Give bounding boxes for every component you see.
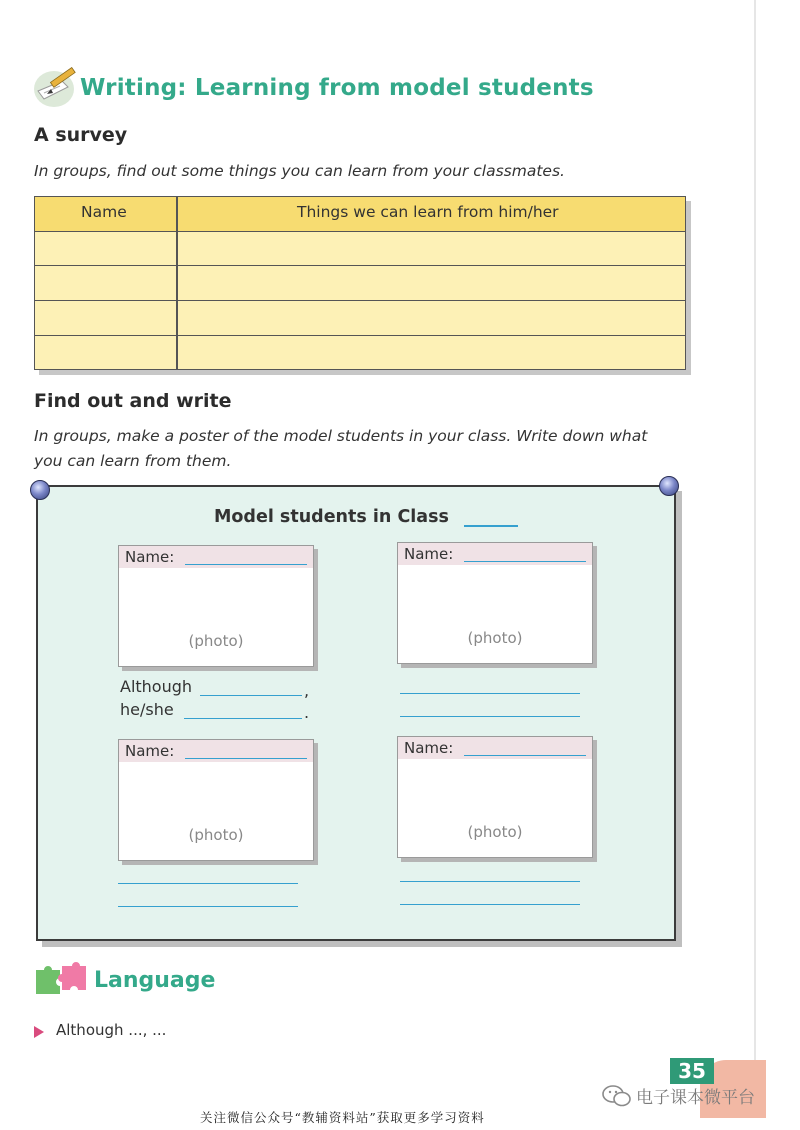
survey-row[interactable] [35,301,685,336]
comma-mark: , [304,681,310,700]
name-label: Name: [125,548,175,566]
watermark-text: 电子课本微平台 [636,1088,755,1108]
column-header-things: Things we can learn from him/her [297,203,559,221]
name-blank[interactable] [185,758,307,759]
page-number: 35 [670,1058,714,1084]
name-blank[interactable] [185,564,307,565]
although-blank[interactable] [200,695,302,696]
card-header [398,737,592,759]
survey-row[interactable] [35,266,685,301]
triangle-bullet-icon [34,1026,44,1038]
find-out-heading: Find out and write [34,390,232,412]
page-edge [754,0,756,1100]
student-card [397,736,593,858]
heshe-blank[interactable] [184,718,302,719]
puzzle-pieces-icon [32,960,88,1000]
model-students-poster [36,485,676,941]
class-number-blank[interactable] [464,525,518,527]
survey-row[interactable] [35,231,685,266]
name-label: Name: [404,739,454,757]
survey-table-header [35,197,685,232]
writing-line[interactable] [400,904,580,905]
pushpin-icon [30,480,50,500]
survey-instruction: In groups, find out some things you can learn from your classmates. [34,162,565,180]
writing-line[interactable] [400,716,580,717]
heshe-label: he/she [120,700,174,719]
column-divider [176,197,178,369]
writing-line[interactable] [400,881,580,882]
although-label: Although [120,677,193,696]
name-blank[interactable] [464,755,586,756]
photo-placeholder: (photo) [188,632,244,650]
pushpin-icon [659,476,679,496]
language-heading-row [32,958,215,1002]
survey-heading: A survey [34,124,128,146]
photo-placeholder: (photo) [467,823,523,841]
language-item: Although ..., ... [56,1021,167,1039]
survey-table [34,196,686,370]
language-heading: Language [94,967,216,993]
card-header [398,543,592,565]
photo-placeholder: (photo) [188,826,244,844]
writing-line[interactable] [118,906,298,907]
student-card [118,739,314,861]
card-header [119,546,313,568]
footer-note: 关注微信公众号“教辅资料站”获取更多学习资料 [200,1110,485,1125]
section-title: Writing: Learning from model students [80,75,594,101]
section-title-row [32,64,594,112]
writing-line[interactable] [118,883,298,884]
name-label: Name: [404,545,454,563]
poster-title: Model students in Class [214,507,449,527]
writing-line[interactable] [400,693,580,694]
student-card [118,545,314,667]
column-header-name: Name [81,203,127,221]
card-header [119,740,313,762]
wechat-icon [602,1085,632,1107]
name-blank[interactable] [464,561,586,562]
name-label: Name: [125,742,175,760]
photo-placeholder: (photo) [467,629,523,647]
find-out-instruction-line2: you can learn from them. [34,452,232,470]
find-out-instruction-line1: In groups, make a poster of the model students in your class. Write down what [34,427,648,445]
student-card [397,542,593,664]
period-mark: . [304,703,310,722]
pen-and-paper-icon [32,67,78,109]
